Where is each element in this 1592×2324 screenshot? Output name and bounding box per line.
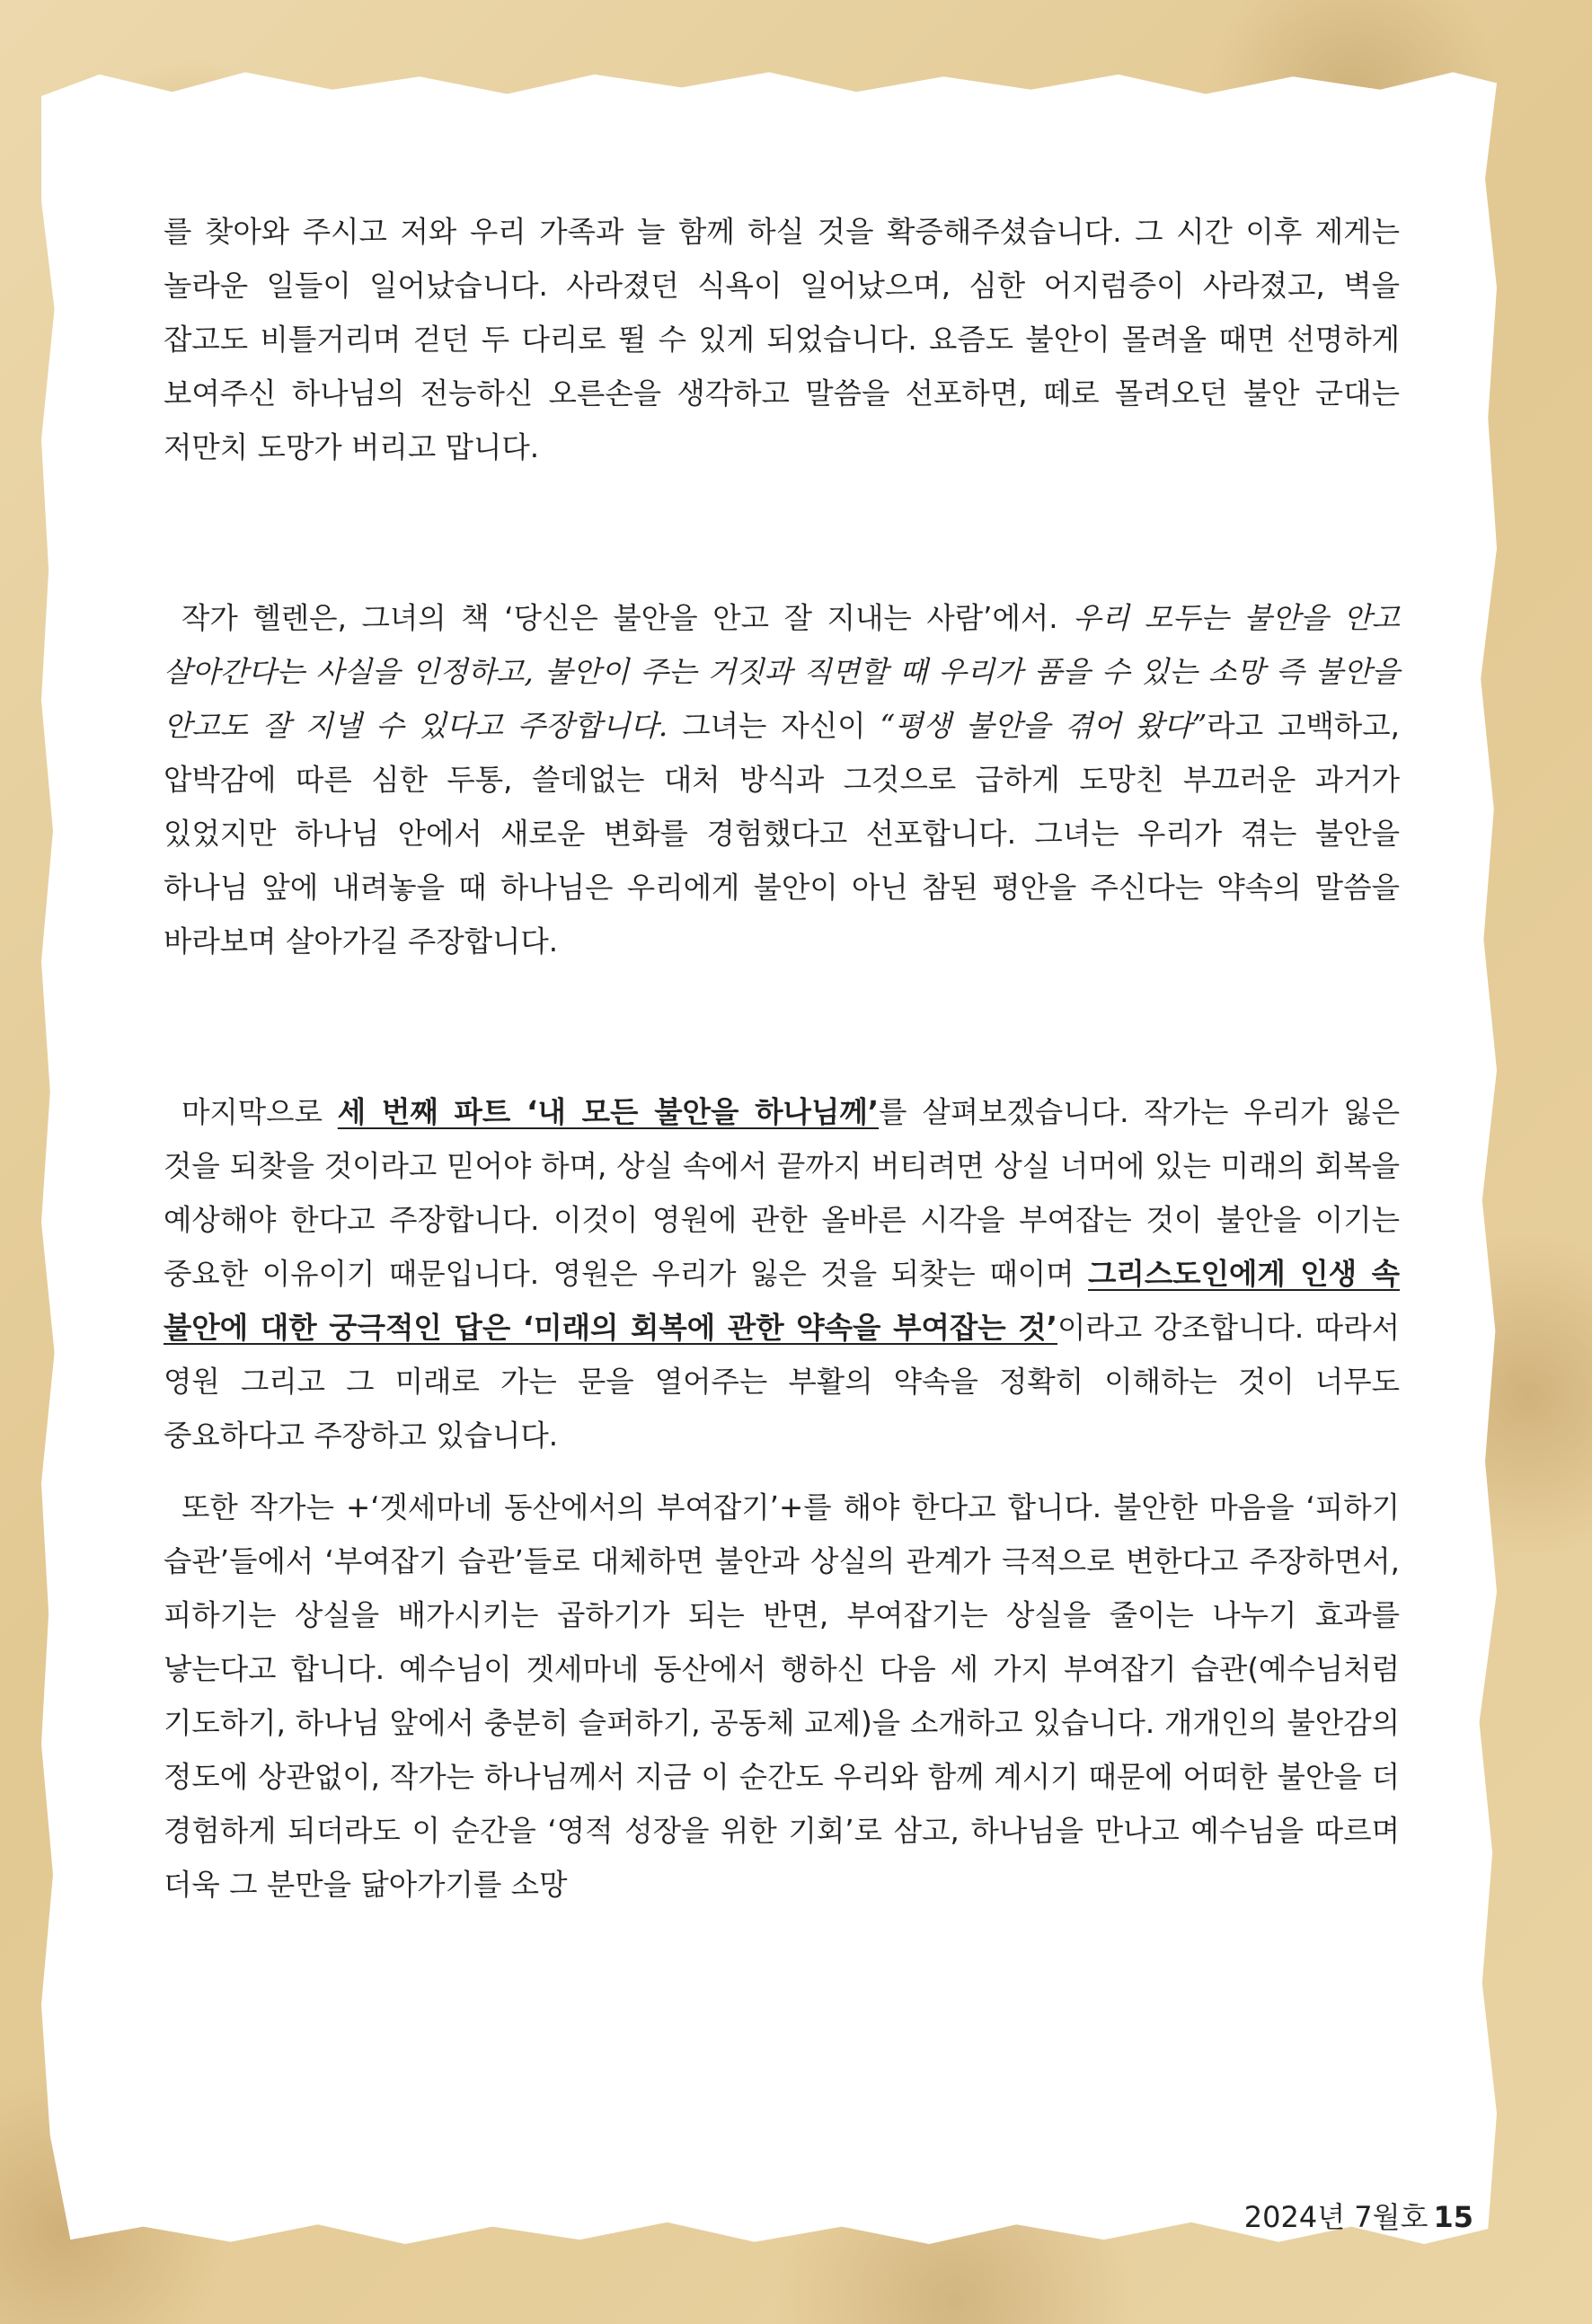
paragraph-3-bold-key-answer: 그리스도인에게 인생 속 불안에 대한 궁극적인 답은 ‘미래의 회복에 관한 약속을 부여잡는 것’ xyxy=(164,1257,1400,1345)
paragraph-3 xyxy=(164,1085,1400,1462)
paragraph-2-italic-quote: 우리 모두는 불안을 안고 살아간다는 사실을 인정하고, 불안이 주는 거짓과 직면할 때 우리가 품을 수 있는 소망 즉 불안을 안고도 잘 지낼 수 있다고 주장합니다. xyxy=(164,601,1400,743)
paragraph-3-bold-part-title: 세 번째 파트 ‘내 모든 불안을 하나님께’ xyxy=(337,1095,880,1129)
paragraph-3-text-c: 를 살펴보겠습니다. 작가는 우리가 잃은 것을 되찾을 것이라고 믿어야 하며, 상실 속에서 끝까지 버티려면 상실 너머에 있는 미래의 회복을 예상해야 한다고 주장합니다. 이것이 영원에 관한 올바른 시각을 부여잡는 것이 불안을 이기는 중요한 이유이기 때문입니다. 영원은 우리가 잃은 것을 되찾는 때이며 xyxy=(164,1095,1400,1291)
issue-label: 2024년 7월호 xyxy=(1243,2200,1428,2234)
paragraph-2-italic-confession: “평생 불안을 겪어 왔다” xyxy=(880,709,1207,743)
page-number: 15 xyxy=(1433,2200,1473,2234)
paragraph-2-text-a: 작가 헬렌은, 그녀의 책 ‘당신은 불안을 안고 잘 지내는 사람’에서. xyxy=(181,601,1074,635)
paragraph-2-text-c: 그녀는 자신이 xyxy=(668,709,880,743)
paragraph-2-text-e: 라고 고백하고, 압박감에 따른 심한 두통, 쓸데없는 대처 방식과 그것으로 급하게 도망친 부끄러운 과거가 있었지만 하나님 안에서 새로운 변화를 경험했다고 선포합니다. 그녀는 우리가 겪는 불안을 하나님 앞에 내려놓을 때 하나님은 우리에게 불안이 아닌 참된 평안을 주신다는 약속의 말씀을 바라보며 살아가길 주장합니다. xyxy=(164,709,1400,959)
paragraph-3-text-a: 마지막으로 xyxy=(181,1095,338,1129)
paragraph-3-text-e: 이라고 강조합니다. 따라서 영원 그리고 그 미래로 가는 문을 열어주는 부활의 약속을 정확히 이해하는 것이 너무도 중요하다고 주장하고 있습니다. xyxy=(164,1311,1400,1453)
page-footer xyxy=(1222,2195,1473,2236)
paragraph-2 xyxy=(164,591,1400,968)
paragraph-4: 또한 작가는 +‘겟세마네 동산에서의 부여잡기’+를 해야 한다고 합니다. 불안한 마음을 ‘피하기 습관’들에서 ‘부여잡기 습관’들로 대체하면 불안과 상실의 관계가 극적으로 변한다고 주장하면서, 피하기는 상실을 배가시키는 곱하기가 되는 반면, 부여잡기는 상실을 줄이는 나누기 효과를 낳는다고 합니다. 예수님이 겟세마네 동산에서 행하신 다음 세 가지 부여잡기 습관(예수님처럼 기도하기, 하나님 앞에서 충분히 슬퍼하기, 공동체 교제)을 소개하고 있습니다. 개개인의 불안감의 정도에 상관없이, 작가는 하나님께서 지금 이 순간도 우리와 함께 계시기 때문에 어떠한 불안을 더 경험하게 되더라도 이 순간을 ‘영적 성장을 위한 기회’로 삼고, 하나님을 만나고 예수님을 따르며 더욱 그 분만을 닮아가기를 소망 xyxy=(164,1490,1400,1902)
article-body xyxy=(164,205,1400,1912)
paragraph-1: 를 찾아와 주시고 저와 우리 가족과 늘 함께 하실 것을 확증해주셨습니다. 그 시간 이후 제게는 놀라운 일들이 일어났습니다. 사라졌던 식욕이 일어났으며, 심한 어지럼증이 사라졌고, 벽을 잡고도 비틀거리며 걷던 두 다리로 뛸 수 있게 되었습니다. 요즘도 불안이 몰려올 때면 선명하게 보여주신 하나님의 전능하신 오른손을 생각하고 말씀을 선포하면, 떼로 몰려오던 불안 군대는 저만치 도망가 버리고 맙니다. xyxy=(164,215,1400,464)
